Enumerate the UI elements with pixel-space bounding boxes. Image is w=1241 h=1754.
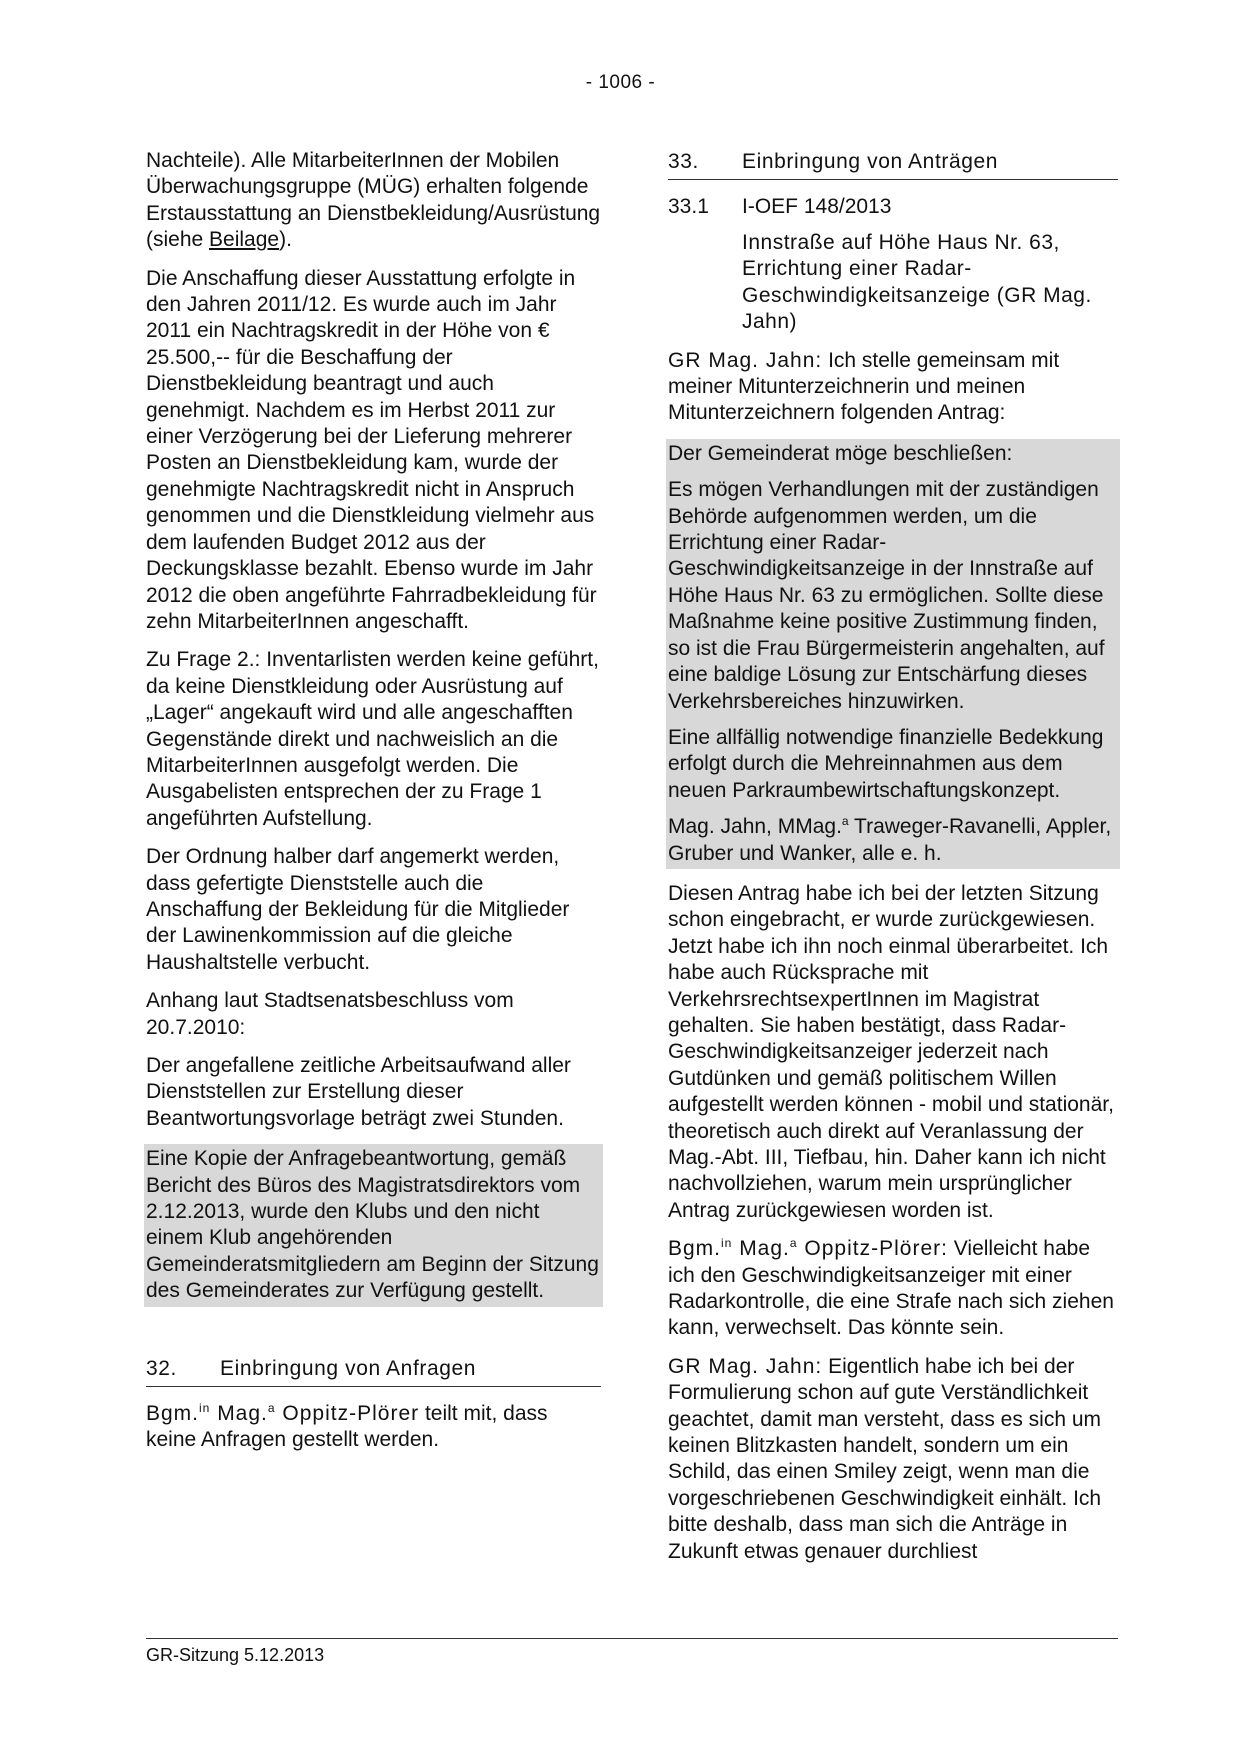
superscript: a [841,814,849,829]
superscript: in [199,1400,211,1415]
beilage-link[interactable]: Beilage [209,228,280,252]
motion-intro: Der Gemeinderat möge beschließen: [668,441,1013,465]
speaker-part: Oppitz-Plörer: [797,1237,948,1261]
speaker-name: GR Mag. Jahn: [668,348,823,372]
right-column [668,148,1118,1577]
speaker-name: GR Mag. Jahn: [668,1354,823,1378]
speaker-part: Bgm. [668,1237,722,1261]
paragraph-text: Vielleicht habe ich den Geschwindigkeitsanzeiger mit einer Radarkontrolle, die eine Strafe nach sich ziehen kann, verwechselt. Das könnte sein. [668,1237,1114,1340]
item-subject: Innstraße auf Höhe Haus Nr. 63, Errichtung einer Radar-Geschwindigkeitsanzeige (GR Mag. Jahn) [742,231,1092,334]
paragraph [668,348,1118,427]
speaker-name [146,1402,419,1425]
paragraph-text: Nachteile). Alle MitarbeiterInnen der Mobilen Überwachungsgruppe (MÜG) erhalten folgende Erstausstattung an Dienstbekleidung/Ausrüstung (siehe [146,149,601,252]
item-number: 33.1 [668,195,709,218]
paragraph [668,1236,1118,1342]
paragraph-text: teilt mit, dass keine Anfragen gestellt werden. [146,1401,548,1452]
left-column [146,148,601,1465]
item-code: I-OEF 148/2013 [742,195,892,218]
speaker-part: Mag. [732,1237,790,1261]
page-number: - 1006 - [585,72,656,93]
superscript: in [721,1236,733,1251]
speaker-name [668,1237,948,1260]
paragraph: Anhang laut Stadtsenatsbeschluss vom 20.7.2010: [146,989,514,1039]
section-number: 33. [668,150,699,173]
superscript: a [789,1236,798,1251]
paragraph: Der Ordnung halber darf angemerkt werden, dass gefertigte Dienststelle auch die Anschaffung der Bekleidung für die Mitglieder der Lawinenkommission auf die gleiche Haushaltstelle verbucht. [146,845,570,974]
paragraph-text: Eigentlich habe ich bei der Formulierung schon auf gute Verständlichkeit geachtet, damit man versteht, dass es sich um keinen Blitzkasten handelt, sondern um ein Schild, das einen Smiley zeigt, wenn man die vorgeschriebenen Geschwindigkeit einhält. Ich bitte deshalb, dass man sich die Anträge in Zukunft etwas genauer durchliest [668,1354,1102,1563]
paragraph-text: ). [279,228,292,252]
page-footer: GR-Sitzung 5.12.2013 [146,1638,1118,1666]
motion-body: Es mögen Verhandlungen mit der zuständigen Behörde aufgenommen werden, um die Errichtung einer Radar-Geschwindigkeitsanzeige in der Innstraße auf Höhe Haus Nr. 63 zu ermöglichen. Sollte diese Maßnahme keine positive Zustimmung finden, so ist die Frau Bürgermeisterin angehalten, auf eine baldige Lösung zur Entschärfung dieses Verkehrsbereiches hinzuwirken. [668,478,1105,713]
shaded-note [144,1144,603,1306]
paragraph [668,1354,1118,1565]
section-heading-33 [668,148,1118,180]
motion-funding: Eine allfällig notwendige finanzielle Bedekkung erfolgt durch die Mehreinnahmen aus dem neuen Parkraumbewirtschaftungskonzept. [668,725,1104,802]
signatory-part: Traweger-Ravanelli, Appler, Gruber und Wanker, alle e. h. [668,815,1112,865]
speaker-part: Mag. [210,1401,268,1425]
shaded-note-text: Eine Kopie der Anfragebeantwortung, gemäß Bericht des Büros des Magistratsdirektors vom 2.12.2013, wurde den Klubs und den nicht einem Klub angehörenden Gemeinderatsmitgliedern am Beginn der Sitzung des Gemeinderates zur Verfügung gestellt. [146,1147,599,1303]
motion-box [666,439,1120,869]
superscript: a [267,1400,276,1415]
paragraph [146,1401,601,1454]
section-number: 32. [146,1356,177,1380]
paragraph: Diesen Antrag habe ich bei der letzten Sitzung schon eingebracht, er wurde zurückgewiesen. Jetzt habe ich ihn noch einmal überarbeitet. Ich habe auch Rücksprache mit VerkehrsrechtsexpertInnen im Magistrat gehalten. Sie haben bestätigt, dass Radar-Geschwindigkeitsanzeiger jederzeit nach Gutdünken und gemäß politischem Willen aufgestellt werden können - mobil und stationär, theoretisch auch direkt auf Veranlassung der Mag.-Abt. III, Tiefbau, hin. Daher kann ich nicht nachvollziehen, warum mein ursprünglicher Antrag zurückgewiesen worden ist. [668,881,1114,1222]
section-title: Einbringung von Anträgen [742,150,999,173]
section-heading-32 [146,1355,601,1387]
paragraph [146,148,601,254]
paragraph: Die Anschaffung dieser Ausstattung erfolgte in den Jahren 2011/12. Es wurde auch im Jahr 2011 ein Nachtragskredit in der Höhe von € 25.500,-- für die Beschaffung der Dienstbekleidung beantragt und auch genehmigt. Nachdem es im Herbst 2011 zur einer Verzögerung bei der Lieferung mehrerer Posten an Dienstbekleidung kam, wurde der genehmigte Nachtragskredit nicht in Anspruch genommen und die Dienstkleidung vielmehr aus dem laufenden Budget 2012 aus der Deckungsklasse bezahlt. Ebenso wurde im Jahr 2012 die oben angeführte Fahrradbekleidung für zehn MitarbeiterInnen angeschafft. [146,266,597,633]
section-title: Einbringung von Anfragen [220,1356,477,1380]
speaker-part: Oppitz-Plörer [275,1401,420,1425]
paragraph: Der angefallene zeitliche Arbeitsaufwand aller Dienststellen zur Erstellung dieser Beantwortungsvorlage beträgt zwei Stunden. [146,1054,571,1130]
speaker-part: Bgm. [146,1401,200,1425]
paragraph-text: Ich stelle gemeinsam mit meiner Mitunterzeichnerin und meinen Mitunterzeichnern folgenden Antrag: [668,348,1060,425]
motion-signatories [668,814,1118,867]
paragraph: Zu Frage 2.: Inventarlisten werden keine geführt, da keine Dienstkleidung oder Ausrüstung auf „Lager“ angekauft wird und alle angeschafften Gegenstände direkt und nachweislich an die MitarbeiterInnen ausgefolgt werden. Die Ausgabelisten entsprechen der zu Frage 1 angeführten Aufstellung. [146,648,599,830]
signatory-part: Mag. Jahn, MMag. [668,815,842,839]
agenda-item [668,194,1118,220]
